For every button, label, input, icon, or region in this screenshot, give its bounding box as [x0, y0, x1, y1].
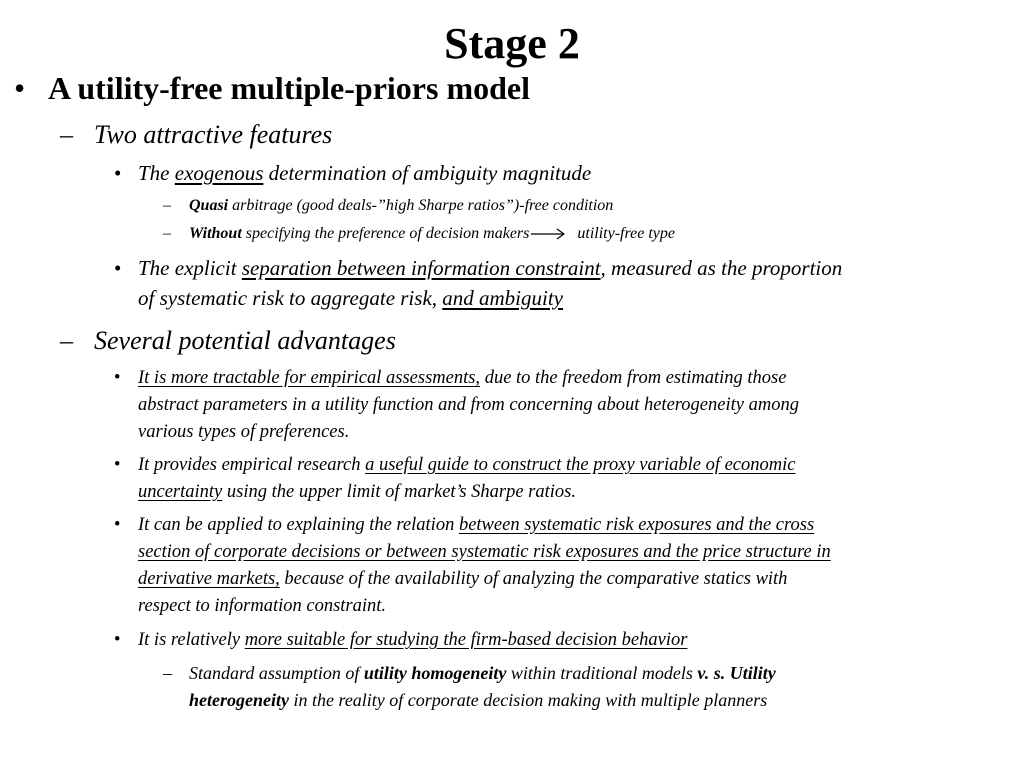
without-text [189, 223, 675, 245]
bullet-mark: • [114, 368, 121, 388]
advantage-2-line1 [138, 452, 795, 479]
separation-line1 [138, 255, 842, 282]
bold-term: Without [189, 225, 242, 242]
text-segment: The [138, 161, 175, 185]
underlined-phrase: uncertainty [138, 482, 223, 502]
underlined-phrase: a useful guide to construct the proxy variable of economic [365, 455, 796, 475]
underlined-phrase: section of corporate decisions or between systematic risk exposures and the price structure in [138, 542, 831, 562]
text-segment: because of the availability of analyzing the comparative statics with [279, 569, 788, 589]
underlined-phrase: between systematic risk exposures and the cross [458, 515, 815, 535]
advantage-1-line2: abstract parameters in a utility function and from concerning about heterogeneity among [138, 395, 799, 415]
features-label: Two attractive features [94, 120, 333, 149]
text-segment: due to the freedom from estimating those [480, 368, 787, 388]
bold-term: utility homogeneity [363, 663, 507, 683]
text-segment: It can be applied to explaining the relation [138, 515, 459, 535]
underlined-phrase: derivative markets, [138, 569, 280, 589]
underlined-phrase: separation between information constraint [241, 256, 601, 280]
advantage-4-sub [0, 660, 1024, 716]
text-segment: within traditional models [506, 663, 698, 683]
advantage-3 [0, 512, 1024, 622]
bullet-mark: • [14, 70, 26, 106]
separation-item [0, 255, 1024, 315]
bullet-mark: • [114, 515, 121, 535]
advantage-3-line4: respect to information constraint. [138, 596, 387, 616]
bold-term: Quasi [189, 197, 229, 214]
text-segment: , measured as the proportion [600, 256, 843, 280]
separation-line2 [138, 285, 563, 312]
bold-term: v. s. Utility [697, 663, 776, 683]
text-segment: utility-free type [577, 225, 675, 242]
advantage-2 [0, 452, 1024, 508]
text-segment: arbitrage (good deals-”high Sharpe ratios”)-free condition [228, 197, 614, 214]
underlined-phrase: more suitable for studying the firm-based decision behavior [244, 630, 688, 650]
bullet-mark: • [114, 630, 121, 650]
bullet-mark: • [114, 455, 121, 475]
advantage-4-sub-line1 [189, 660, 776, 687]
quasi-text [189, 195, 613, 217]
dash-mark: – [163, 225, 171, 242]
heading-text: A utility-free multiple-priors model [48, 70, 530, 106]
text-segment: of systematic risk to aggregate risk, [138, 286, 443, 310]
bullet-mark: • [114, 256, 122, 280]
advantage-1-line3: various types of preferences. [138, 422, 350, 442]
text-segment: specifying the preference of decision makers [241, 225, 530, 242]
text-segment: It is relatively [138, 630, 245, 650]
dash-mark: – [60, 326, 73, 355]
underlined-phrase: It is more tractable for empirical assessments, [138, 368, 481, 388]
text-segment: The explicit [138, 256, 242, 280]
slide-title: Stage 2 [444, 19, 580, 68]
advantage-3-line2 [138, 539, 831, 566]
text-segment: determination of ambiguity magnitude [263, 161, 592, 185]
advantage-3-line1 [138, 512, 814, 539]
advantage-1-line1 [138, 365, 786, 392]
dash-mark: – [163, 197, 171, 214]
text-segment: Standard assumption of [189, 663, 364, 683]
bold-term: heterogeneity [189, 690, 289, 710]
advantages-label: Several potential advantages [94, 326, 396, 355]
text-segment: using the upper limit of market’s Sharpe ratios. [222, 482, 576, 502]
exogenous-text [138, 160, 591, 187]
underlined-phrase: and ambiguity [442, 286, 564, 310]
advantage-4-text [138, 627, 687, 654]
text-segment: It provides empirical research [138, 455, 366, 475]
bullet-mark: • [114, 161, 122, 185]
underlined-phrase: exogenous [174, 161, 264, 185]
dash-mark: – [60, 120, 73, 149]
dash-mark: – [163, 663, 172, 683]
advantage-1 [0, 365, 1024, 447]
text-segment: in the reality of corporate decision making with multiple planners [288, 690, 768, 710]
advantage-2-line2 [138, 479, 576, 506]
advantage-3-line3 [138, 566, 787, 593]
arrow-right-icon [531, 228, 565, 240]
advantage-4-sub-line2 [189, 687, 767, 714]
